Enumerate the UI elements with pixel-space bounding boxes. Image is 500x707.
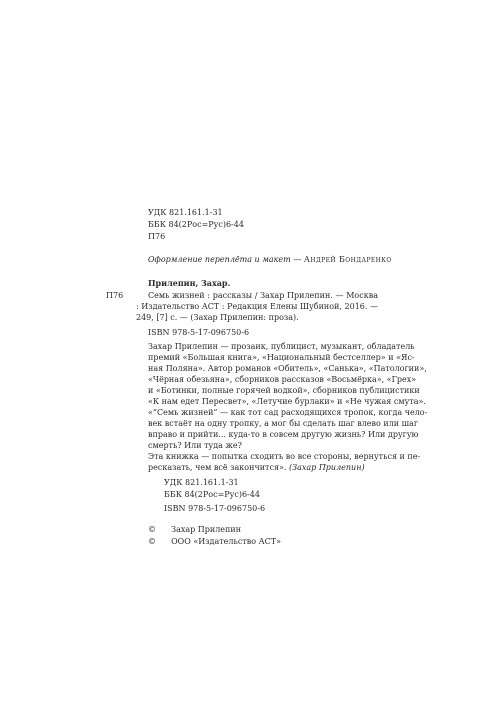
bbk-top: ББК 84(2Рос=Рус)6-44 xyxy=(148,220,244,229)
author-heading: Прилепин, Захар. xyxy=(148,278,231,288)
bbk-bottom: ББК 84(2Рос=Рус)6-44 xyxy=(164,490,260,499)
design-credit-dash: — xyxy=(290,255,304,264)
udk-top: УДК 821.161.1-31 xyxy=(148,208,223,217)
design-credit-label: Оформление переплёта и макет xyxy=(148,255,291,264)
annotation-line: «К нам едет Пересвет», «Летучие бурлаки» и «Не чужая смута». xyxy=(148,397,426,406)
annotation-line: Эта книжка — попытка сходить во все стороны, вернуться и пе- xyxy=(148,452,421,461)
annotation-line: смерть? Или туда же? xyxy=(148,441,242,450)
author-mark-top: П76 xyxy=(148,232,166,241)
bib-description: Семь жизней : рассказы / Захар Прилепин. — Москва : Издательство АСТ : Редакция Елены Шубиной, 2016. — 249, [7] с. — (Захар Прилепин: проза). xyxy=(136,291,378,322)
design-credit-name: Андрей Бондаренко xyxy=(303,255,392,264)
copyright-1 xyxy=(148,524,241,535)
annotation-line: «Чёрная обезьяна», сборников рассказов «Восьмёрка», «Грех» xyxy=(148,375,417,384)
copyright-holder: Захар Прилепин xyxy=(171,525,242,534)
isbn-bottom: ISBN 978-5-17-096750-6 xyxy=(164,504,266,513)
annotation-line: «“Семь жизней” — как тот сад расходящихся тропок, когда чело- xyxy=(148,408,428,417)
copyright-symbol: © xyxy=(148,537,156,546)
annotation-line: Захар Прилепин — прозаик, публицист, музыкант, обладатель xyxy=(148,342,415,351)
author-mark: П76 xyxy=(106,291,124,300)
copyright-holder: ООО «Издательство АСТ» xyxy=(171,537,282,546)
annotation-signature: (Захар Прилепин) xyxy=(289,463,365,472)
copyright-2 xyxy=(148,536,281,547)
annotation-line: век встаёт на одну тропку, а мог бы сделать шаг влево или шаг xyxy=(148,419,419,428)
annotation-line: вправо и прийти... куда-то в совсем другую жизнь? Или другую xyxy=(148,430,419,439)
annotation-line: ресказать, чем всё закончится». xyxy=(148,463,289,472)
annotation-line: и «Ботинки, полные горячей водкой», сборников публицистики xyxy=(148,386,420,395)
annotation xyxy=(148,341,428,473)
isbn-top: ISBN 978-5-17-096750-6 xyxy=(148,328,250,337)
annotation-last-line xyxy=(148,462,384,473)
copyright-symbol: © xyxy=(148,525,156,534)
udk-bottom: УДК 821.161.1-31 xyxy=(164,478,239,487)
design-credit xyxy=(148,254,392,265)
annotation-line: ная Поляна». Автор романов «Обитель», «Санька», «Патологии», xyxy=(148,364,427,373)
annotation-line: премий «Большая книга», «Национальный бестселлер» и «Яс- xyxy=(148,353,415,362)
